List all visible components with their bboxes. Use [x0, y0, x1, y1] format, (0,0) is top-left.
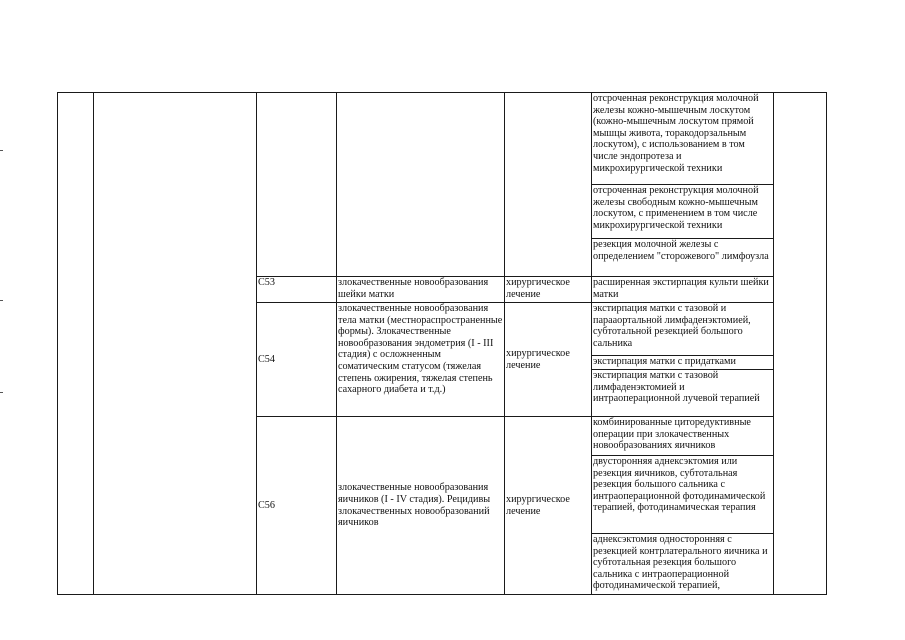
- treatment-cell: хирургическое лечение: [505, 277, 592, 303]
- treatment-cell: хирургическое лечение: [505, 303, 592, 417]
- scan-margin-mark: [0, 300, 3, 301]
- code-cell: [257, 93, 337, 277]
- treatment-cell: [505, 93, 592, 277]
- scan-margin-mark: [0, 392, 3, 393]
- code-cell: C53: [257, 277, 337, 303]
- method-cell: аднексэктомия односторонняя с резекцией контрлатерального яичника и субтотальная резекция большого сальника с интраоперационной фотодинамической терапией,: [592, 534, 774, 595]
- scan-margin-mark: [0, 150, 3, 151]
- number-cell: [58, 93, 94, 595]
- method-cell: расширенная экстирпация культи шейки матки: [592, 277, 774, 303]
- group-name-cell: [94, 93, 257, 595]
- treatment-cell: хирургическое лечение: [505, 417, 592, 595]
- code-cell: C56: [257, 417, 337, 595]
- method-cell: экстирпация матки с тазовой и парааортальной лимфаденэктомией, субтотальной резекцией большого сальника: [592, 303, 774, 356]
- method-cell: экстирпация матки с тазовой лимфаденэктомией и интраоперационной лучевой терапией: [592, 370, 774, 417]
- diagnosis-cell: злокачественные новообразования шейки матки: [337, 277, 505, 303]
- method-cell: отсроченная реконструкция молочной железы кожно-мышечным лоскутом (кожно-мышечным лоскутом прямой мышцы живота, торакодорзальным лоскутом), с использованием в том числе эндопротеза и микрохирургической техники: [592, 93, 774, 185]
- diagnosis-cell: злокачественные новообразования яичников (I - IV стадия). Рецидивы злокачественных новообразований яичников: [337, 417, 505, 595]
- table-row: [58, 93, 827, 185]
- method-cell: отсроченная реконструкция молочной железы свободным кожно-мышечным лоскутом, с применением в том числе микрохирургической техники: [592, 185, 774, 239]
- cost-cell: [774, 93, 827, 595]
- method-cell: экстирпация матки с придатками: [592, 356, 774, 370]
- diagnosis-cell: злокачественные новообразования тела матки (местнораспространенные формы). Злокачественные новообразования эндометрия (I - III стадия) с осложненным соматическим статусом (тяжелая степень ожирения, тяжелая степень сахарного диабета и т.д.): [337, 303, 505, 417]
- method-cell: двусторонняя аднексэктомия или резекция яичников, субтотальная резекция большого сальника с интраоперационной фотодинамической терапией, фотодинамическая терапия: [592, 456, 774, 534]
- code-cell: C54: [257, 303, 337, 417]
- diagnosis-cell: [337, 93, 505, 277]
- medical-care-table: [57, 92, 827, 595]
- method-cell: комбинированные циторедуктивные операции при злокачественных новообразованиях яичников: [592, 417, 774, 456]
- method-cell: резекция молочной железы с определением "сторожевого" лимфоузла: [592, 239, 774, 277]
